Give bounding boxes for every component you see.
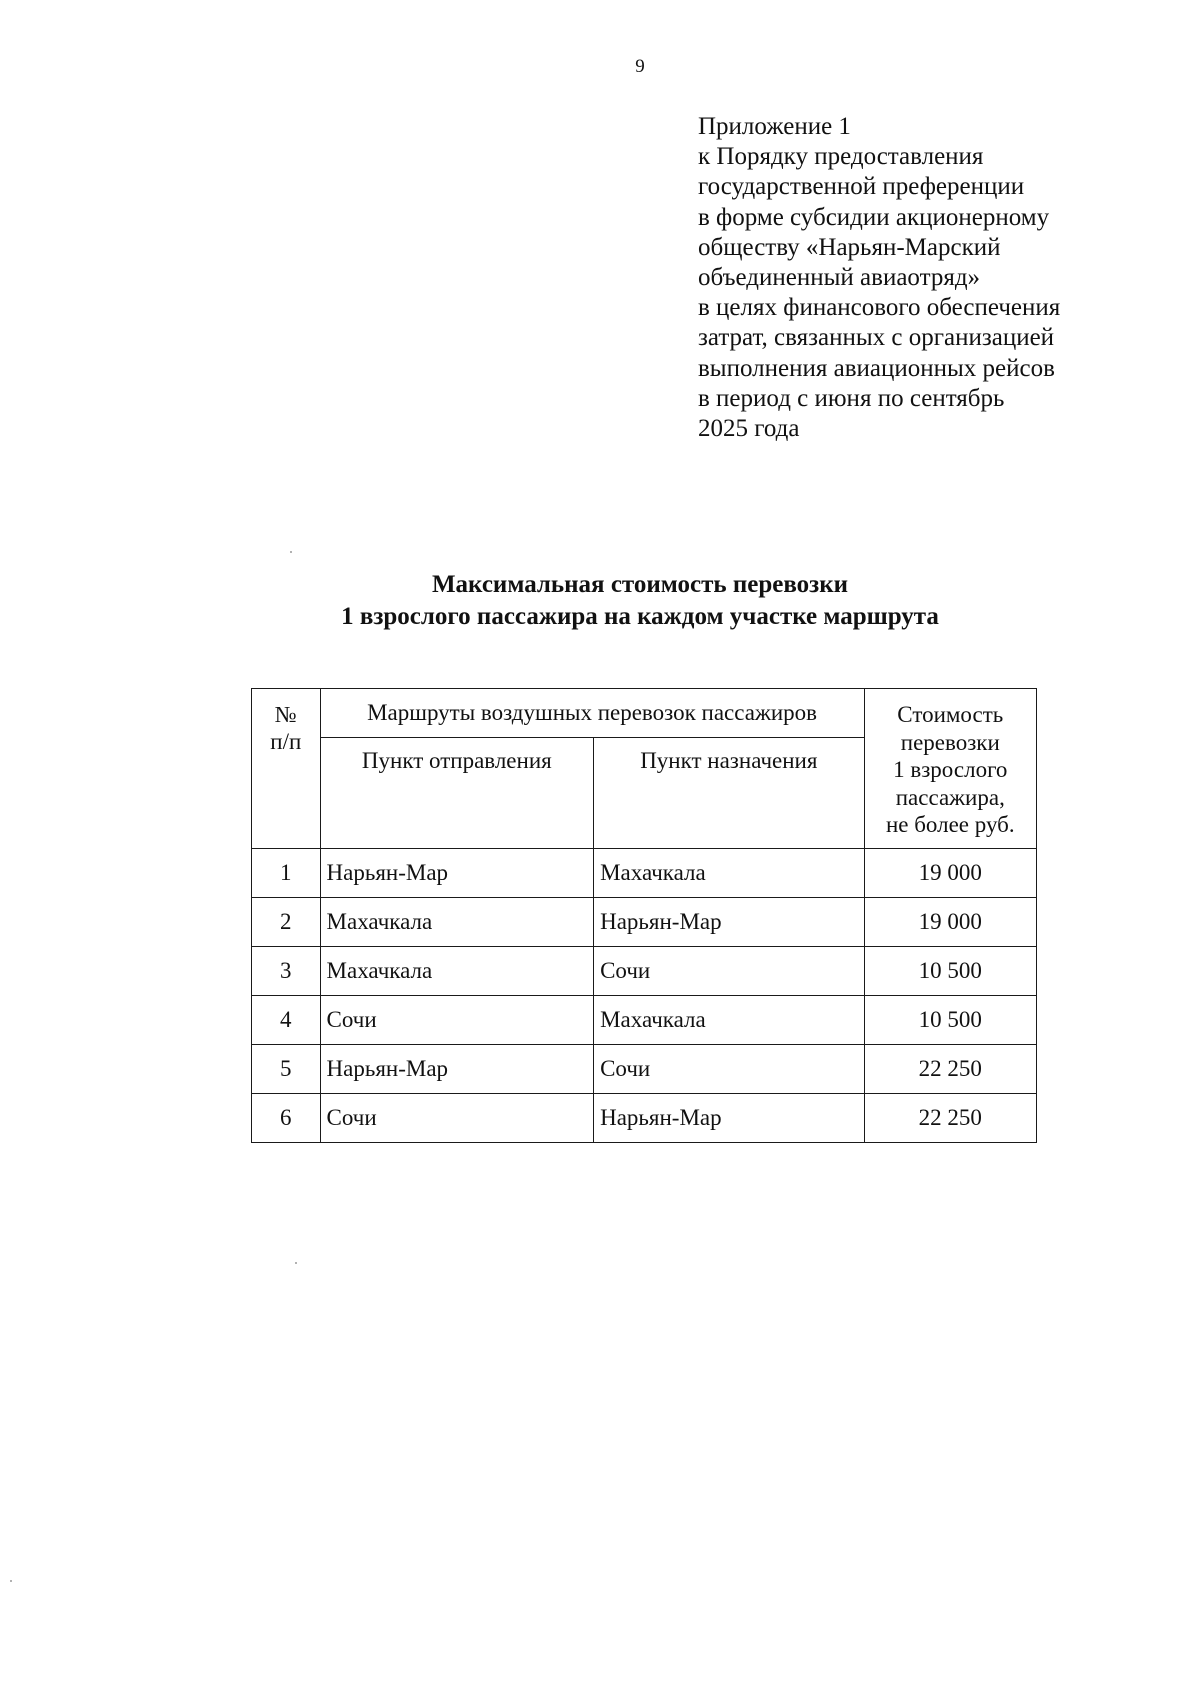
row-destination: Нарьян-Мар [594,1094,864,1143]
table-row [252,849,1037,898]
row-cost: 22 250 [864,1094,1036,1143]
header-destination-point: Пункт назначения [594,738,864,849]
row-cost: 19 000 [864,898,1036,947]
row-cost: 10 500 [864,996,1036,1045]
routes-cost-table [251,688,1037,1143]
scan-speck [10,1580,12,1582]
table-row [252,898,1037,947]
row-number: 3 [252,947,321,996]
table-row [252,1094,1037,1143]
document-title [0,569,1200,633]
appendix-line: выполнения авиационных рейсов [698,354,1055,382]
page-number: 9 [635,56,645,77]
row-number: 4 [252,996,321,1045]
document-title-line-2: 1 взрослого пассажира на каждом участке маршрута [341,603,939,630]
appendix-line: в целях финансового обеспечения [698,294,1061,322]
row-departure: Сочи [320,1094,594,1143]
header-cost-line: 1 взрослого [893,757,1008,782]
row-number: 1 [252,849,321,898]
row-departure: Нарьян-Мар [320,849,594,898]
appendix-line: к Порядку предоставления [698,143,984,171]
header-cost-line: пассажира, [895,784,1005,810]
header-cost-line: Стоимость [897,702,1004,727]
appendix-line: Приложение 1 [698,113,851,140]
row-cost: 19 000 [864,849,1036,898]
table-row [252,1045,1037,1094]
row-cost: 10 500 [864,947,1036,996]
scan-speck [290,551,292,553]
row-cost: 22 250 [864,1045,1036,1094]
scan-speck [295,1262,297,1264]
header-number [252,689,321,849]
appendix-header [698,112,1118,444]
table-row [252,996,1037,1045]
row-destination: Сочи [594,947,864,996]
row-departure: Махачкала [320,947,594,996]
row-destination: Нарьян-Мар [594,898,864,947]
appendix-line: в период с июня по сентябрь [698,384,1005,412]
row-departure: Сочи [320,996,594,1045]
row-destination: Сочи [594,1045,864,1094]
header-departure-point: Пункт отправления [320,738,594,849]
appendix-line: в форме субсидии акционерному [698,203,1050,231]
header-cost-line: перевозки [900,729,1000,755]
header-cost [864,689,1036,849]
header-number-pp: п/п [270,729,302,754]
table-header-row [252,689,1037,738]
document-title-line-1: Максимальная стоимость перевозки [431,571,849,598]
appendix-line: затрат, связанных с организацией [698,324,1055,352]
header-cost-line: не более руб. [885,812,1015,837]
row-number: 2 [252,898,321,947]
header-number-symbol: № [274,702,297,727]
appendix-line: государственной преференции [698,173,1025,201]
row-destination: Махачкала [594,849,864,898]
row-departure: Нарьян-Мар [320,1045,594,1094]
row-number: 5 [252,1045,321,1094]
table-row [252,947,1037,996]
appendix-line: 2025 года [698,415,800,443]
row-destination: Махачкала [594,996,864,1045]
row-number: 6 [252,1094,321,1143]
appendix-line: объединенный авиаотряд» [698,264,981,292]
header-routes: Маршруты воздушных перевозок пассажиров [320,689,864,738]
appendix-line: обществу «Нарьян-Марский [698,233,1001,261]
row-departure: Махачкала [320,898,594,947]
